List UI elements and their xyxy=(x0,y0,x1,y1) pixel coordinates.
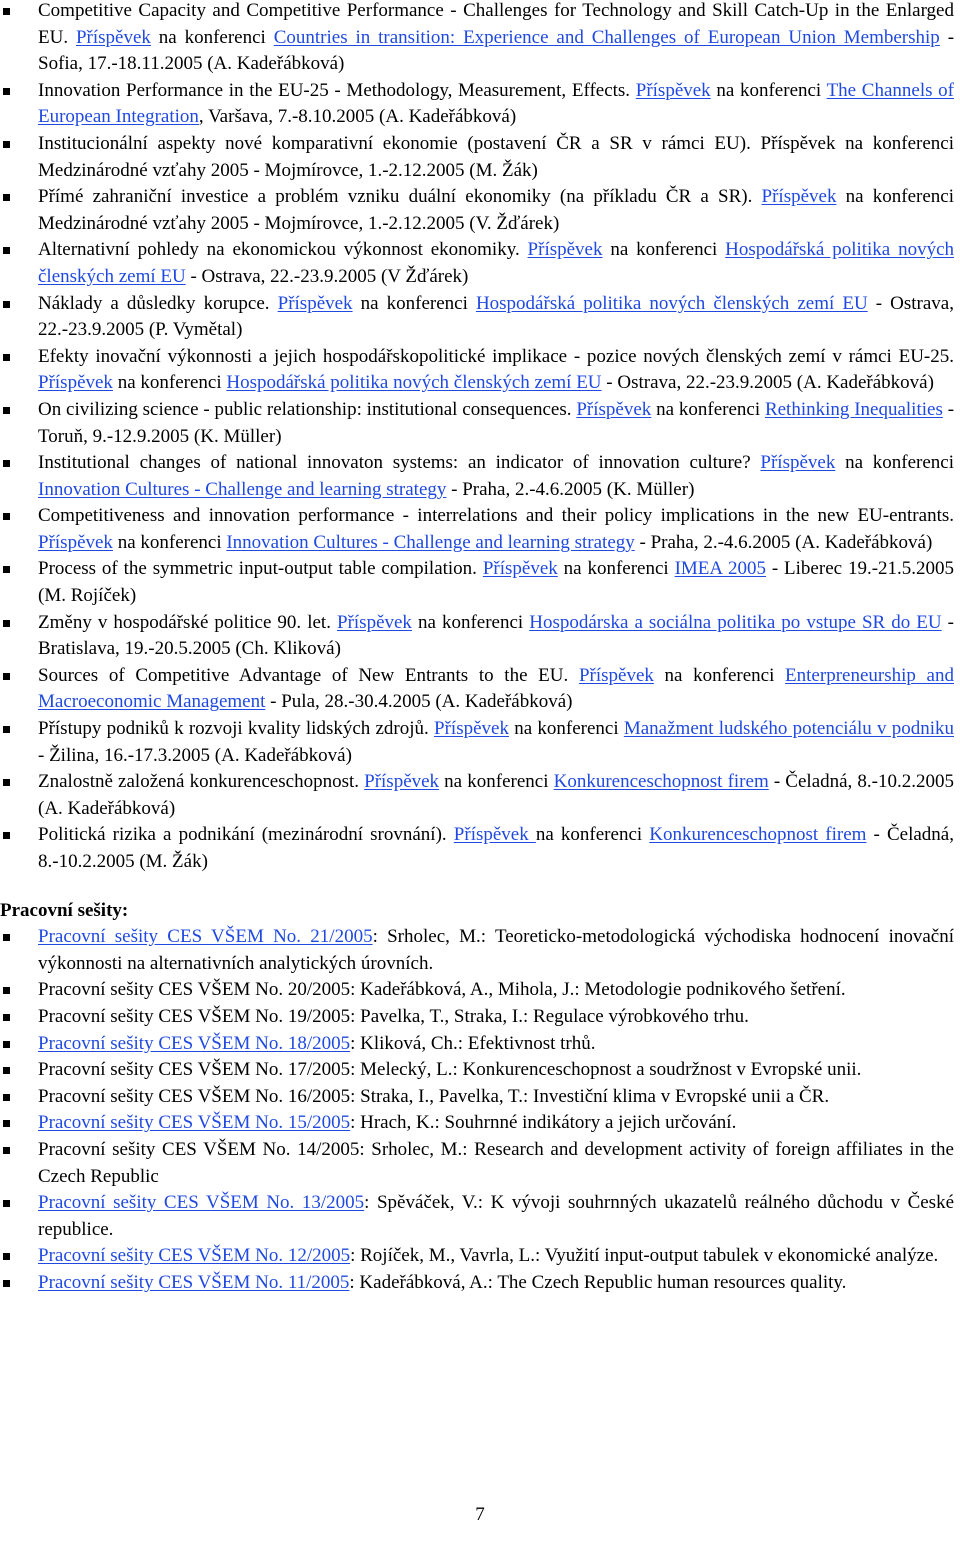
item-text: Pracovní sešity CES VŠEM No. 16/2005: Straka, I., Pavelka, T.: Investiční klima v Evropské unii a ČR. xyxy=(38,1085,830,1107)
item-text: na konferenci xyxy=(710,79,827,101)
hyperlink[interactable]: Pracovní sešity CES VŠEM No. 21/2005 xyxy=(38,926,373,948)
hyperlink[interactable]: Hospodářská politika nových členských zemí EU xyxy=(38,239,955,287)
working-paper-item xyxy=(0,1243,960,1270)
item-text: na konferenci xyxy=(439,771,554,793)
conference-paper-item xyxy=(0,237,960,290)
hyperlink[interactable]: The Channels of European Integration xyxy=(38,79,955,128)
hyperlink[interactable]: IMEA 2005 xyxy=(674,558,766,580)
item-text: Competitive Capacity and Competitive Performance - Challenges for Technology and Skill Catch-Up in the Enlarged EU. xyxy=(38,0,954,48)
item-text: Přímé zahraniční investice a problém vzniku duální ekonomiky (na příkladu ČR a SR). xyxy=(38,186,762,208)
item-text: Přístupy podniků k rozvoji kvality lidských zdrojů. xyxy=(38,718,435,740)
item-text: - Ostrava, 22.-23.9.2005 (A. Kadeřábková) xyxy=(601,372,934,394)
item-text: Innovation Performance in the EU-25 - Methodology, Measurement, Effects. xyxy=(38,79,636,101)
conference-paper-item xyxy=(0,131,960,184)
working-papers-list xyxy=(0,924,960,1296)
conference-paper-item xyxy=(0,184,960,237)
item-text: Znalostně založená konkurenceschopnost. xyxy=(38,771,365,793)
item-text: Pracovní sešity CES VŠEM No. 19/2005: Pavelka, T., Straka, I.: Regulace výrobkového trhu. xyxy=(38,1005,749,1027)
conference-paper-item xyxy=(0,610,960,663)
conference-paper-item xyxy=(0,769,960,822)
working-paper-item xyxy=(0,1084,960,1111)
item-text: , Varšava, 7.-8.10.2005 (A. Kadeřábková) xyxy=(198,106,517,128)
item-text: - Bratislava, 19.-20.5.2005 (Ch. Kliková) xyxy=(38,611,955,660)
conference-paper-item xyxy=(0,822,960,875)
hyperlink[interactable]: Příspěvek xyxy=(277,292,353,314)
item-text: na konferenci xyxy=(112,372,227,394)
item-text: Competitiveness and innovation performance - interrelations and their policy implications in the new EU-entrants. xyxy=(38,505,954,527)
hyperlink[interactable]: Konkurenceschopnost firem xyxy=(649,824,867,846)
hyperlink[interactable]: Příspěvek xyxy=(453,824,536,846)
hyperlink[interactable]: Pracovní sešity CES VŠEM No. 11/2005 xyxy=(38,1271,350,1293)
hyperlink[interactable]: Hospodářská politika nových členských zemí EU xyxy=(226,372,602,394)
hyperlink[interactable]: Příspěvek xyxy=(635,79,711,101)
hyperlink[interactable]: Rethinking Inequalities xyxy=(764,398,943,420)
hyperlink[interactable]: Manažment ludského potenciálu v podniku xyxy=(623,718,954,740)
item-text: na konferenci xyxy=(508,718,624,740)
item-text: Pracovní sešity CES VŠEM No. 17/2005: Melecký, L.: Konkurenceschopnost a soudržnost v Evropské unii. xyxy=(38,1059,862,1081)
item-text: Institutional changes of national innovaton systems: an indicator of innovation culture? xyxy=(38,452,761,474)
hyperlink[interactable]: Příspěvek xyxy=(761,186,837,208)
working-paper-item xyxy=(0,1031,960,1058)
item-text: Efekty inovační výkonnosti a jejich hospodářskopolitické implikace - pozice nových členských zemí v rámci EU-25. xyxy=(38,345,954,367)
item-text: Process of the symmetric input-output table compilation. xyxy=(38,558,483,580)
hyperlink[interactable]: Innovation Cultures - Challenge and learning strategy xyxy=(226,531,635,553)
hyperlink[interactable]: Příspěvek xyxy=(75,26,151,48)
conference-paper-item xyxy=(0,450,960,503)
hyperlink[interactable]: Enterpreneurship and Macroeconomic Management xyxy=(38,664,954,713)
item-text: na konferenci xyxy=(835,452,954,474)
item-text: : Kliková, Ch.: Efektivnost trhů. xyxy=(350,1032,596,1054)
conference-paper-item xyxy=(0,663,960,716)
hyperlink[interactable]: Pracovní sešity CES VŠEM No. 15/2005 xyxy=(38,1112,351,1134)
hyperlink[interactable]: Příspěvek xyxy=(337,611,412,633)
conference-paper-item xyxy=(0,0,960,78)
item-text: Pracovní sešity CES VŠEM No. 20/2005: Kadeřábková, A., Mihola, J.: Metodologie podnikového šetření. xyxy=(38,979,846,1001)
item-text: na konferenci xyxy=(602,239,726,261)
working-paper-item xyxy=(0,1190,960,1243)
item-text: - Čeladná, 8.-10.2.2005 (A. Kadeřábková) xyxy=(38,771,955,819)
item-text: - Čeladná, 8.-10.2.2005 (M. Žák) xyxy=(38,824,954,872)
working-paper-item xyxy=(0,924,960,977)
conference-paper-item xyxy=(0,291,960,344)
item-text: On civilizing science - public relationship: institutional consequences. xyxy=(38,398,577,420)
hyperlink[interactable]: Příspěvek xyxy=(434,718,509,740)
item-text: na konferenci xyxy=(535,824,650,846)
item-text: - Liberec 19.-21.5.2005 (M. Rojíček) xyxy=(38,558,955,607)
hyperlink[interactable]: Příspěvek xyxy=(38,531,113,553)
item-text: - Praha, 2.-4.6.2005 (K. Müller) xyxy=(446,478,695,500)
item-text: : Rojíček, M., Vavrla, L.: Využití input-output tabulek v ekonomické analýze. xyxy=(350,1245,939,1267)
item-text: na konferenci xyxy=(651,398,765,420)
item-text: Institucionální aspekty nové komparativní ekonomie (postavení ČR a SR v rámci EU). Příspěvek na konferenci Medzinárodné vzťahy 2005 - Mojmírovce, 1.-2.12.2005 (M. Žák) xyxy=(38,132,954,181)
hyperlink[interactable]: Innovation Cultures - Challenge and learning strategy xyxy=(38,478,447,500)
working-paper-item xyxy=(0,1137,960,1190)
hyperlink[interactable]: Příspěvek xyxy=(38,372,113,394)
item-text: : Spěváček, V.: K vývoji souhrnných ukazatelů reálného důchodu v České republice. xyxy=(38,1192,955,1240)
item-text: - Sofia, 17.-18.11.2005 (A. Kadeřábková) xyxy=(38,26,955,75)
item-text: na konferenci xyxy=(557,558,675,580)
conference-paper-item xyxy=(0,397,960,450)
working-paper-item xyxy=(0,1110,960,1137)
conference-paper-item xyxy=(0,556,960,609)
item-text: - Praha, 2.-4.6.2005 (A. Kadeřábková) xyxy=(634,531,933,553)
conference-paper-item xyxy=(0,503,960,556)
item-text: Alternativní pohledy na ekonomickou výkonnost ekonomiky. xyxy=(38,239,528,261)
working-paper-item xyxy=(0,1270,960,1297)
item-text: : Hrach, K.: Souhrnné indikátory a jejich určování. xyxy=(350,1112,737,1134)
item-text: - Toruň, 9.-12.9.2005 (K. Müller) xyxy=(38,398,955,447)
hyperlink[interactable]: Pracovní sešity CES VŠEM No. 18/2005 xyxy=(38,1032,351,1054)
hyperlink[interactable]: Příspěvek xyxy=(482,558,558,580)
item-text: na konferenci xyxy=(411,611,530,633)
item-text: - Pula, 28.-30.4.2005 (A. Kadeřábková) xyxy=(265,691,573,713)
hyperlink[interactable]: Pracovní sešity CES VŠEM No. 12/2005 xyxy=(38,1245,351,1267)
item-text: na konferenci Medzinárodné vzťahy 2005 - Mojmírovce, 1.-2.12.2005 (V. Žďárek) xyxy=(38,186,954,234)
hyperlink[interactable]: Hospodárska a sociálna politika po vstupe SR do EU xyxy=(529,611,942,633)
hyperlink[interactable]: Pracovní sešity CES VŠEM No. 13/2005 xyxy=(38,1192,365,1214)
hyperlink[interactable]: Countries in transition: Experience and Challenges of European Union Membership xyxy=(273,26,940,48)
item-text: na konferenci xyxy=(112,531,227,553)
hyperlink[interactable]: Příspěvek xyxy=(364,771,440,793)
hyperlink[interactable]: Příspěvek xyxy=(576,398,652,420)
hyperlink[interactable]: Příspěvek xyxy=(527,239,603,261)
item-text: Změny v hospodářské politice 90. let. xyxy=(38,611,337,633)
item-text: : Srholec, M.: Teoreticko-metodologická východiska hodnocení inovační výkonnosti na alternativních analytických úrovních. xyxy=(38,926,954,974)
item-text: Sources of Competitive Advantage of New Entrants to the EU. xyxy=(38,664,579,686)
working-paper-item xyxy=(0,1004,960,1031)
section-title-working-papers: Pracovní sešity: xyxy=(0,899,129,921)
hyperlink[interactable]: Příspěvek xyxy=(760,452,836,474)
conference-paper-item xyxy=(0,716,960,769)
item-text: na konferenci xyxy=(352,292,476,314)
item-text: - Žilina, 16.-17.3.2005 (A. Kadeřábková) xyxy=(38,744,352,766)
page-number: 7 xyxy=(475,1504,485,1525)
item-text: Náklady a důsledky korupce. xyxy=(38,292,278,314)
item-text: na konferenci xyxy=(653,664,786,686)
hyperlink[interactable]: Příspěvek xyxy=(578,664,654,686)
item-text: - Ostrava, 22.-23.9.2005 (V Žďárek) xyxy=(185,265,469,287)
working-paper-item xyxy=(0,977,960,1004)
item-text: Pracovní sešity CES VŠEM No. 14/2005: Srholec, M.: Research and development activity of foreign affiliates in the Czech Republic xyxy=(38,1138,954,1187)
hyperlink[interactable]: Konkurenceschopnost firem xyxy=(553,771,769,793)
item-text: na konferenci xyxy=(150,26,274,48)
working-paper-item xyxy=(0,1057,960,1084)
item-text: Politická rizika a podnikání (mezinárodní srovnání). xyxy=(38,824,454,846)
conference-paper-item xyxy=(0,78,960,131)
hyperlink[interactable]: Hospodářská politika nových členských zemí EU xyxy=(475,292,868,314)
item-text: - Ostrava, 22.-23.9.2005 (P. Vymětal) xyxy=(38,292,954,341)
conference-paper-item xyxy=(0,344,960,397)
item-text: : Kadeřábková, A.: The Czech Republic human resources quality. xyxy=(349,1271,847,1293)
